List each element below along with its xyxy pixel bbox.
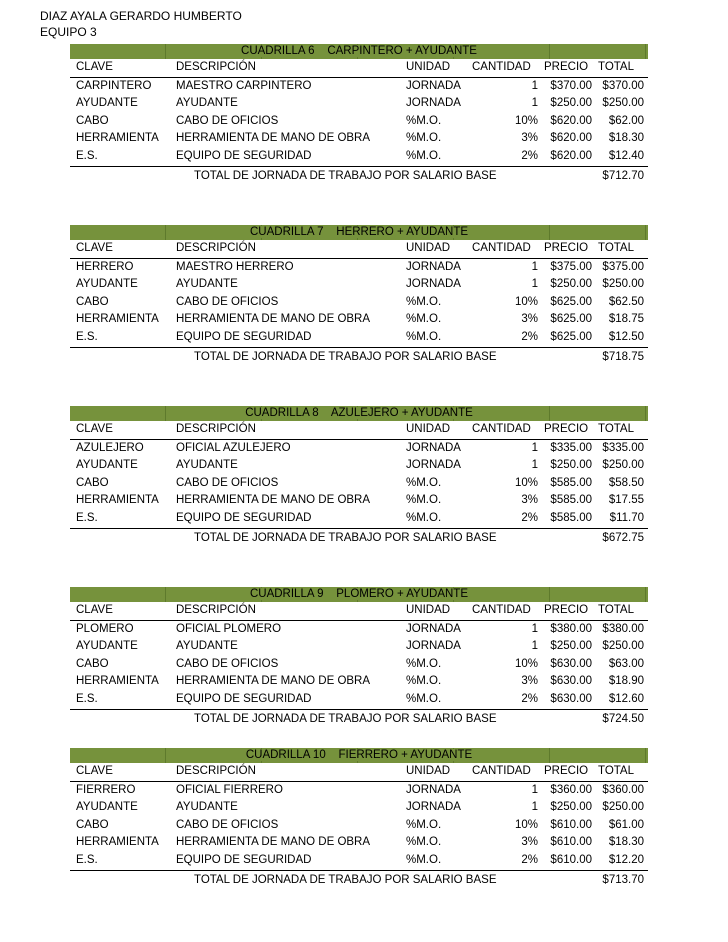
column-header-unidad: UNIDAD — [406, 765, 451, 777]
cell-total: $62.00 — [608, 114, 644, 127]
cell-precio: $370.00 — [550, 79, 592, 92]
cell-cantidad: 3% — [521, 494, 538, 507]
crew-title: CUADRILLA 6 CARPINTERO + AYUDANTE — [237, 45, 481, 57]
cell-cantidad: 2% — [521, 149, 538, 162]
cell-total: $370.00 — [602, 79, 644, 92]
cell-descripcion: OFICIAL FIERRERO — [176, 783, 283, 796]
column-header-unidad: UNIDAD — [406, 242, 451, 254]
cell-precio: $630.00 — [550, 675, 592, 688]
column-header-clave: CLAVE — [76, 765, 113, 777]
crew-table — [70, 587, 648, 728]
cell-clave: CABO — [76, 295, 109, 308]
column-header-total: TOTAL — [598, 61, 634, 73]
grand-total-value: $713.70 — [602, 873, 644, 886]
cell-unidad: %M.O. — [406, 476, 442, 489]
cell-total: $58.50 — [608, 476, 644, 489]
cell-clave: CABO — [76, 114, 109, 127]
cell-clave: E.S. — [76, 692, 98, 705]
table-row — [70, 329, 648, 348]
cell-descripcion: EQUIPO DE SEGURIDAD — [176, 853, 312, 866]
cell-descripcion: AYUDANTE — [176, 278, 238, 291]
column-header-descripcion: DESCRIPCIÓN — [176, 765, 256, 777]
column-header-descripcion: DESCRIPCIÓN — [176, 423, 256, 435]
cell-clave: HERRAMIENTA — [76, 494, 159, 507]
cell-total: $335.00 — [602, 441, 644, 454]
cell-total: $18.30 — [608, 132, 644, 145]
grand-total-value: $712.70 — [602, 169, 644, 182]
cell-descripcion: CABO DE OFICIOS — [176, 657, 279, 670]
cell-descripcion: OFICIAL PLOMERO — [176, 622, 282, 635]
table-row — [70, 510, 648, 529]
cell-total: $17.55 — [608, 494, 644, 507]
cell-total: $18.75 — [608, 313, 644, 326]
table-header-row — [70, 240, 648, 259]
cell-precio: $630.00 — [550, 692, 592, 705]
total-label: TOTAL DE JORNADA DE TRABAJO POR SALARIO BASE — [194, 531, 497, 544]
column-header-precio: PRECIO — [544, 423, 589, 435]
cell-unidad: %M.O. — [406, 330, 442, 343]
cell-cantidad: 3% — [521, 836, 538, 849]
cell-total: $250.00 — [602, 278, 644, 291]
cell-total: $250.00 — [602, 97, 644, 110]
column-header-clave: CLAVE — [76, 423, 113, 435]
cell-total: $18.90 — [608, 675, 644, 688]
column-header-cantidad: CANTIDAD — [472, 765, 531, 777]
cell-descripcion: HERRAMIENTA DE MANO DE OBRA — [176, 132, 371, 145]
cell-clave: HERRAMIENTA — [76, 313, 159, 326]
column-header-unidad: UNIDAD — [406, 61, 451, 73]
cell-clave: E.S. — [76, 149, 98, 162]
crew-table — [70, 406, 648, 547]
table-header-row — [70, 602, 648, 621]
cell-precio: $585.00 — [550, 494, 592, 507]
column-header-cantidad: CANTIDAD — [472, 604, 531, 616]
cell-descripcion: HERRAMIENTA DE MANO DE OBRA — [176, 675, 371, 688]
cell-clave: CARPINTERO — [76, 79, 152, 92]
cell-descripcion: EQUIPO DE SEGURIDAD — [176, 149, 312, 162]
cell-unidad: %M.O. — [406, 818, 442, 831]
table-row — [70, 475, 648, 493]
table-row — [70, 782, 648, 800]
cell-cantidad: 1 — [531, 260, 538, 273]
cell-precio: $610.00 — [550, 853, 592, 866]
cell-cantidad: 2% — [521, 853, 538, 866]
table-row — [70, 276, 648, 294]
cell-precio: $620.00 — [550, 114, 592, 127]
table-row — [70, 691, 648, 710]
cell-precio: $335.00 — [550, 441, 592, 454]
cell-precio: $620.00 — [550, 132, 592, 145]
total-row — [70, 348, 648, 366]
crew-title: CUADRILLA 7 HERRERO + AYUDANTE — [246, 226, 472, 238]
cell-descripcion: AYUDANTE — [176, 640, 238, 653]
cell-cantidad: 1 — [531, 459, 538, 472]
total-label: TOTAL DE JORNADA DE TRABAJO POR SALARIO BASE — [194, 873, 497, 886]
cell-precio: $380.00 — [550, 622, 592, 635]
column-header-clave: CLAVE — [76, 61, 113, 73]
table-row — [70, 492, 648, 510]
crew-table — [70, 748, 648, 889]
column-header-clave: CLAVE — [76, 604, 113, 616]
cell-descripcion: CABO DE OFICIOS — [176, 818, 279, 831]
cell-descripcion: EQUIPO DE SEGURIDAD — [176, 511, 312, 524]
cell-clave: AZULEJERO — [76, 441, 144, 454]
cell-clave: AYUDANTE — [76, 640, 138, 653]
cell-unidad: %M.O. — [406, 494, 442, 507]
cell-unidad: JORNADA — [406, 441, 461, 454]
cell-cantidad: 3% — [521, 675, 538, 688]
cell-descripcion: AYUDANTE — [176, 97, 238, 110]
cell-unidad: JORNADA — [406, 783, 461, 796]
cell-cantidad: 10% — [514, 657, 538, 670]
cell-precio: $250.00 — [550, 97, 592, 110]
cell-descripcion: CABO DE OFICIOS — [176, 114, 279, 127]
cell-unidad: %M.O. — [406, 313, 442, 326]
column-header-precio: PRECIO — [544, 604, 589, 616]
cell-descripcion: EQUIPO DE SEGURIDAD — [176, 692, 312, 705]
cell-unidad: JORNADA — [406, 640, 461, 653]
cell-cantidad: 10% — [514, 476, 538, 489]
cell-precio: $625.00 — [550, 295, 592, 308]
cell-clave: HERRAMIENTA — [76, 675, 159, 688]
cell-unidad: %M.O. — [406, 114, 442, 127]
table-row — [70, 113, 648, 131]
cell-unidad: JORNADA — [406, 278, 461, 291]
cell-descripcion: HERRAMIENTA DE MANO DE OBRA — [176, 494, 371, 507]
crew-title-band — [70, 406, 648, 421]
cell-descripcion: CABO DE OFICIOS — [176, 295, 279, 308]
cell-precio: $250.00 — [550, 278, 592, 291]
cell-total: $12.20 — [608, 853, 644, 866]
grand-total-value: $672.75 — [602, 531, 644, 544]
cell-cantidad: 1 — [531, 622, 538, 635]
cell-precio: $585.00 — [550, 511, 592, 524]
cell-clave: HERRAMIENTA — [76, 836, 159, 849]
total-label: TOTAL DE JORNADA DE TRABAJO POR SALARIO BASE — [194, 712, 497, 725]
cell-unidad: %M.O. — [406, 511, 442, 524]
cell-precio: $625.00 — [550, 330, 592, 343]
cell-total: $11.70 — [609, 511, 644, 524]
cell-precio: $375.00 — [550, 260, 592, 273]
column-header-descripcion: DESCRIPCIÓN — [176, 242, 256, 254]
cell-cantidad: 1 — [531, 441, 538, 454]
cell-cantidad: 1 — [531, 79, 538, 92]
cell-descripcion: AYUDANTE — [176, 459, 238, 472]
column-header-clave: CLAVE — [76, 242, 113, 254]
column-header-total: TOTAL — [598, 604, 634, 616]
cell-total: $12.40 — [608, 149, 644, 162]
team-label: EQUIPO 3 — [40, 25, 97, 39]
column-header-descripcion: DESCRIPCIÓN — [176, 604, 256, 616]
total-row — [70, 871, 648, 889]
cell-precio: $250.00 — [550, 459, 592, 472]
cell-unidad: JORNADA — [406, 260, 461, 273]
cell-clave: CABO — [76, 476, 109, 489]
table-row — [70, 638, 648, 656]
column-header-descripcion: DESCRIPCIÓN — [176, 61, 256, 73]
table-row — [70, 130, 648, 148]
cell-cantidad: 1 — [531, 97, 538, 110]
crew-title-band — [70, 748, 648, 763]
cell-total: $380.00 — [602, 622, 644, 635]
total-row — [70, 167, 648, 185]
cell-precio: $630.00 — [550, 657, 592, 670]
cell-precio: $610.00 — [550, 818, 592, 831]
cell-clave: CABO — [76, 657, 109, 670]
cell-unidad: %M.O. — [406, 132, 442, 145]
crew-title: CUADRILLA 8 AZULEJERO + AYUDANTE — [241, 407, 477, 419]
column-header-precio: PRECIO — [544, 61, 589, 73]
table-row — [70, 817, 648, 835]
cell-clave: AYUDANTE — [76, 278, 138, 291]
cell-unidad: %M.O. — [406, 657, 442, 670]
table-row — [70, 440, 648, 458]
cell-descripcion: HERRAMIENTA DE MANO DE OBRA — [176, 313, 371, 326]
total-row — [70, 529, 648, 547]
crew-title-band — [70, 225, 648, 240]
table-row — [70, 311, 648, 329]
cell-cantidad: 3% — [521, 132, 538, 145]
cell-total: $250.00 — [602, 640, 644, 653]
cell-total: $18.30 — [608, 836, 644, 849]
cell-total: $63.00 — [608, 657, 644, 670]
cell-cantidad: 10% — [514, 114, 538, 127]
cell-cantidad: 1 — [531, 801, 538, 814]
crew-title: CUADRILLA 10 FIERRERO + AYUDANTE — [242, 749, 476, 761]
cell-clave: HERRAMIENTA — [76, 132, 159, 145]
crew-table — [70, 44, 648, 185]
cell-descripcion: MAESTRO HERRERO — [176, 260, 294, 273]
cell-cantidad: 1 — [531, 640, 538, 653]
table-header-row — [70, 421, 648, 440]
cell-cantidad: 10% — [514, 818, 538, 831]
cell-clave: AYUDANTE — [76, 97, 138, 110]
cell-precio: $360.00 — [550, 783, 592, 796]
table-row — [70, 294, 648, 312]
cell-cantidad: 3% — [521, 313, 538, 326]
cell-unidad: JORNADA — [406, 97, 461, 110]
cell-descripcion: MAESTRO CARPINTERO — [176, 79, 312, 92]
cell-cantidad: 2% — [521, 330, 538, 343]
cell-unidad: %M.O. — [406, 295, 442, 308]
author-name: DIAZ AYALA GERARDO HUMBERTO — [40, 9, 242, 23]
total-label: TOTAL DE JORNADA DE TRABAJO POR SALARIO BASE — [194, 350, 497, 363]
cell-clave: E.S. — [76, 511, 98, 524]
cell-clave: PLOMERO — [76, 622, 134, 635]
column-header-cantidad: CANTIDAD — [472, 423, 531, 435]
cell-clave: AYUDANTE — [76, 459, 138, 472]
cell-descripcion: AYUDANTE — [176, 801, 238, 814]
cell-cantidad: 10% — [514, 295, 538, 308]
cell-descripcion: EQUIPO DE SEGURIDAD — [176, 330, 312, 343]
cell-total: $250.00 — [602, 801, 644, 814]
table-row — [70, 621, 648, 639]
table-row — [70, 673, 648, 691]
cell-cantidad: 2% — [521, 692, 538, 705]
cell-unidad: %M.O. — [406, 853, 442, 866]
cell-total: $62.50 — [608, 295, 644, 308]
cell-cantidad: 1 — [531, 783, 538, 796]
table-header-row — [70, 763, 648, 782]
cell-total: $375.00 — [602, 260, 644, 273]
cell-clave: E.S. — [76, 853, 98, 866]
cell-unidad: %M.O. — [406, 692, 442, 705]
column-header-unidad: UNIDAD — [406, 423, 451, 435]
cell-descripcion: OFICIAL AZULEJERO — [176, 441, 291, 454]
crew-title-band — [70, 44, 648, 59]
cell-descripcion: CABO DE OFICIOS — [176, 476, 279, 489]
table-row — [70, 799, 648, 817]
table-row — [70, 834, 648, 852]
table-row — [70, 95, 648, 113]
total-label: TOTAL DE JORNADA DE TRABAJO POR SALARIO BASE — [194, 169, 497, 182]
cell-clave: E.S. — [76, 330, 98, 343]
table-row — [70, 148, 648, 167]
crew-title: CUADRILLA 9 PLOMERO + AYUDANTE — [246, 588, 472, 600]
crew-title-band — [70, 587, 648, 602]
cell-cantidad: 2% — [521, 511, 538, 524]
cell-precio: $610.00 — [550, 836, 592, 849]
table-row — [70, 78, 648, 96]
cell-total: $12.60 — [608, 692, 644, 705]
cell-precio: $625.00 — [550, 313, 592, 326]
cell-precio: $585.00 — [550, 476, 592, 489]
cell-unidad: JORNADA — [406, 79, 461, 92]
column-header-total: TOTAL — [598, 423, 634, 435]
cell-cantidad: 1 — [531, 278, 538, 291]
cell-total: $250.00 — [602, 459, 644, 472]
column-header-cantidad: CANTIDAD — [472, 61, 531, 73]
cell-precio: $620.00 — [550, 149, 592, 162]
grand-total-value: $724.50 — [602, 712, 644, 725]
cell-descripcion: HERRAMIENTA DE MANO DE OBRA — [176, 836, 371, 849]
cell-clave: AYUDANTE — [76, 801, 138, 814]
table-header-row — [70, 59, 648, 78]
total-row — [70, 710, 648, 728]
cell-clave: FIERRERO — [76, 783, 136, 796]
column-header-precio: PRECIO — [544, 242, 589, 254]
column-header-total: TOTAL — [598, 242, 634, 254]
cell-unidad: %M.O. — [406, 836, 442, 849]
grand-total-value: $718.75 — [602, 350, 644, 363]
column-header-cantidad: CANTIDAD — [472, 242, 531, 254]
cell-clave: CABO — [76, 818, 109, 831]
cell-precio: $250.00 — [550, 640, 592, 653]
cell-unidad: %M.O. — [406, 149, 442, 162]
table-row — [70, 259, 648, 277]
table-row — [70, 656, 648, 674]
cell-unidad: JORNADA — [406, 801, 461, 814]
column-header-unidad: UNIDAD — [406, 604, 451, 616]
cell-precio: $250.00 — [550, 801, 592, 814]
cell-total: $360.00 — [602, 783, 644, 796]
crew-table — [70, 225, 648, 366]
table-row — [70, 457, 648, 475]
cell-unidad: %M.O. — [406, 675, 442, 688]
cell-total: $12.50 — [608, 330, 644, 343]
cell-unidad: JORNADA — [406, 622, 461, 635]
cell-total: $61.00 — [608, 818, 644, 831]
cell-clave: HERRERO — [76, 260, 134, 273]
cell-unidad: JORNADA — [406, 459, 461, 472]
column-header-total: TOTAL — [598, 765, 634, 777]
table-row — [70, 852, 648, 871]
column-header-precio: PRECIO — [544, 765, 589, 777]
